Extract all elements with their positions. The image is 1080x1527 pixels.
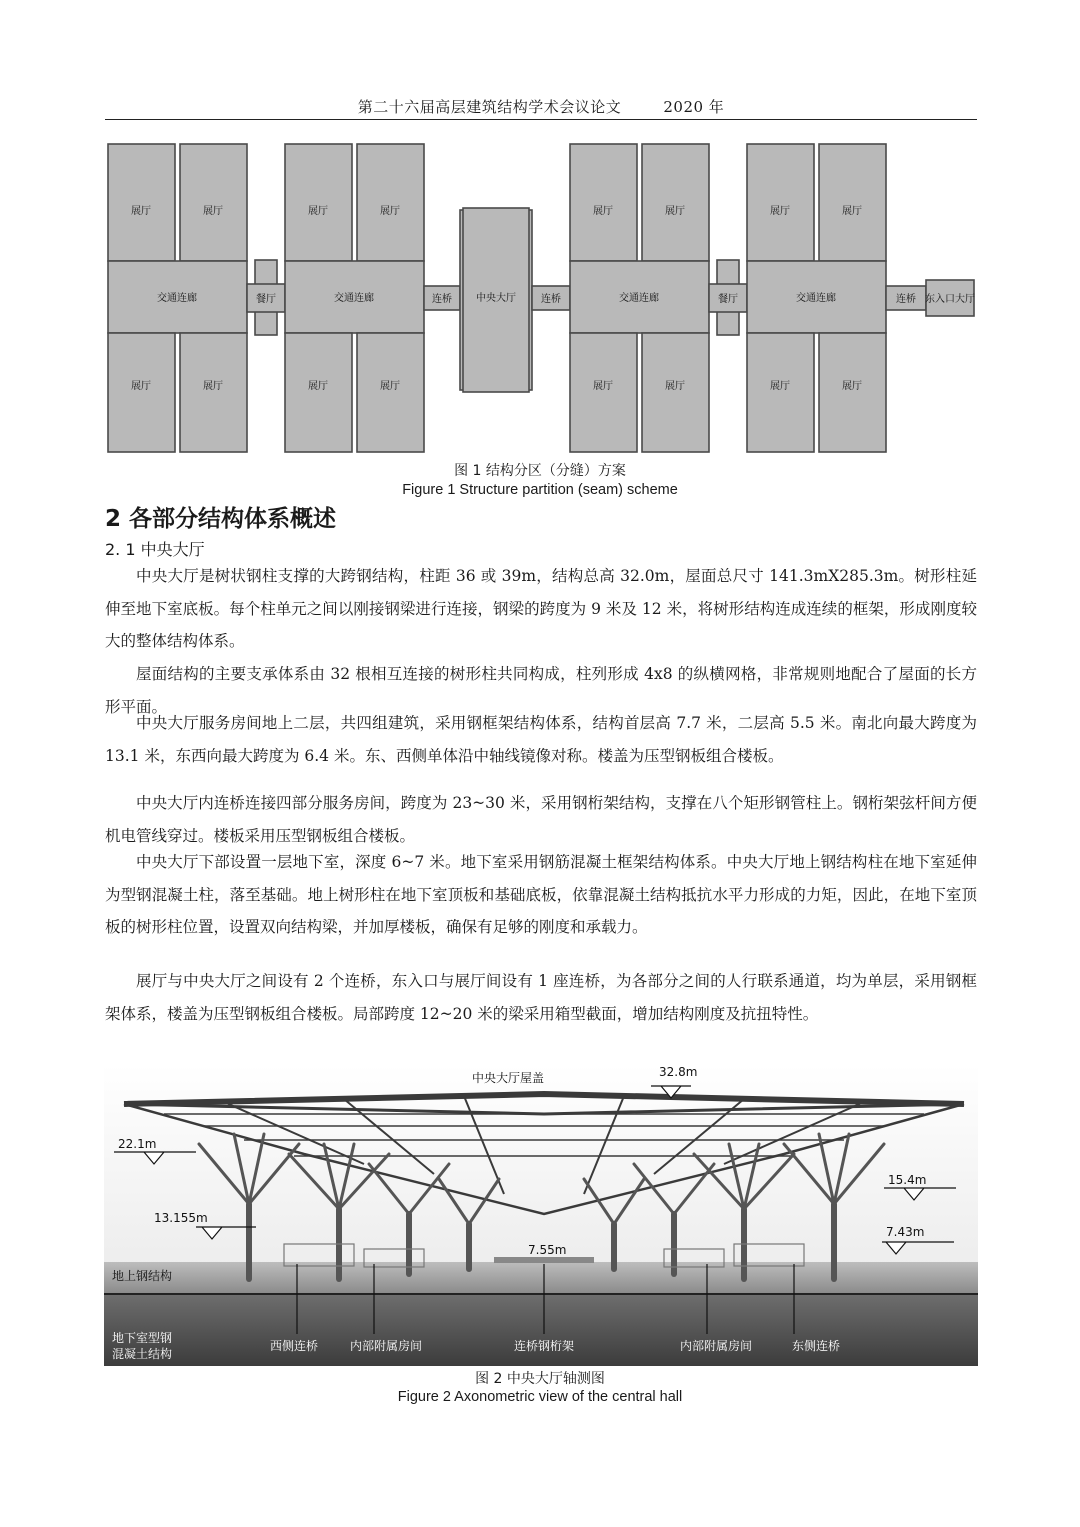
- exhibition-hall-block: [357, 144, 424, 261]
- label-basement-line2: 混凝土结构: [112, 1347, 173, 1361]
- running-header: [105, 96, 977, 117]
- zone-label: 连桥: [896, 294, 916, 305]
- zone-label: 展厅: [593, 206, 613, 217]
- label-basement-line1: 地下室型钢: [112, 1331, 173, 1345]
- ground-slab: [104, 1262, 978, 1294]
- figure-2-caption-cn: 图 2 中央大厅轴测图: [475, 1371, 605, 1387]
- exhibition-hall-block: [285, 144, 352, 261]
- header-rule: [105, 119, 977, 120]
- section-heading: 2 各部分结构体系概述: [105, 506, 337, 532]
- zone-label: 展厅: [665, 381, 685, 392]
- zone-label: 展厅: [770, 206, 790, 217]
- zone-label: 展厅: [380, 206, 400, 217]
- zone-label: 交通连廊: [334, 293, 374, 304]
- zone-label: 展厅: [131, 381, 151, 392]
- zone-label: 交通连廊: [796, 293, 836, 304]
- zone-label: 展厅: [665, 206, 685, 217]
- body-paragraph: 中央大厅下部设置一层地下室，深度 6~7 米。地下室采用钢筋混凝土框架结构体系。中央大厅地上钢结构柱在地下室延伸为型钢混凝土柱，落至基础。地上树形柱在地下室顶板和基础底板，依靠混凝土结构抵抗水平力形成的力矩，因此，在地下室顶板的树形柱位置，设置双向结构梁，并加厚楼板，确保有足够的刚度和承载力。: [105, 853, 977, 936]
- exhibition-hall-block: [747, 333, 814, 452]
- zone-label: 展厅: [842, 381, 862, 392]
- label-west-bridge: 西侧连桥: [269, 1339, 319, 1353]
- label-elev-mid: 7.55m: [528, 1243, 567, 1257]
- label-elev-left2: 13.155m: [154, 1211, 208, 1225]
- exhibition-hall-block: [570, 333, 637, 452]
- label-east-bridge: 东侧连桥: [791, 1339, 841, 1353]
- body-paragraph: 中央大厅服务房间地上二层，共四组建筑，采用钢框架结构体系，结构首层高 7.7 米，二层高 5.5 米。南北向最大跨度为 13.1 米，东西向最大跨度为 6.4 米。东、西侧单体沿中轴线镜像对称。楼盖为压型钢板组合楼板。: [105, 714, 977, 765]
- label-inner-room-left: 内部附属房间: [349, 1339, 423, 1353]
- label-above-ground: 地上钢结构: [112, 1269, 173, 1283]
- exhibition-hall-block: [180, 144, 247, 261]
- exhibition-hall-block: [642, 144, 709, 261]
- exhibition-hall-block: [108, 144, 175, 261]
- exhibition-hall-block: [747, 144, 814, 261]
- figure-2-caption-en: Figure 2 Axonometric view of the central hall: [397, 1389, 683, 1405]
- zone-label: 展厅: [308, 381, 328, 392]
- figure-1-caption-en: Figure 1 Structure partition (seam) scheme: [402, 482, 678, 498]
- zone-group-c: [570, 144, 709, 452]
- label-truss: 连桥钢桁架: [513, 1339, 575, 1353]
- zone-label: 餐厅: [718, 294, 738, 305]
- header-year: 2020 年: [663, 98, 725, 116]
- zone-label: 展厅: [380, 381, 400, 392]
- zone-label: 中央大厅: [476, 293, 516, 304]
- body-paragraph: 中央大厅内连桥连接四部分服务房间，跨度为 23~30 米，采用钢桁架结构，支撑在八个矩形钢管柱上。钢桁架弦杆间方便机电管线穿过。楼板采用压型钢板组合楼板。: [105, 794, 977, 845]
- zone-group-d: [747, 144, 886, 452]
- zone-label: 连桥: [432, 294, 452, 305]
- label-elev-right1: 15.4m: [888, 1173, 927, 1187]
- zone-label: 展厅: [770, 381, 790, 392]
- exhibition-hall-block: [570, 144, 637, 261]
- label-roof: 中央大厅屋盖: [471, 1071, 544, 1085]
- zone-group-a: [108, 144, 247, 452]
- zone-label: 交通连廊: [157, 293, 197, 304]
- exhibition-hall-block: [819, 333, 886, 452]
- figure-2-axonometric-view: [104, 1064, 978, 1366]
- label-elev-top: 32.8m: [659, 1065, 698, 1079]
- body-paragraph: 中央大厅是树状钢柱支撑的大跨钢结构，柱距 36 或 39m，结构总高 32.0m，屋面总尺寸 141.3mX285.3m。树形柱延伸至地下室底板。每个柱单元之间以刚接钢梁进行连接，钢梁的跨度为 9 米及 12 米，将树形结构连成连续的框架，形成刚度较大的整体结构体系。: [105, 567, 977, 650]
- zone-label: 展厅: [842, 206, 862, 217]
- body-paragraph: 展厅与中央大厅之间设有 2 个连桥，东入口与展厅间设有 1 座连桥，为各部分之间的人行联系通道，均为单层，采用钢框架体系，楼盖为压型钢板组合楼板。局部跨度 12~20 米的梁采用箱型截面，增加结构刚度及抗扭特性。: [105, 972, 977, 1023]
- zone-group-b: [285, 144, 424, 452]
- zone-label: 展厅: [203, 381, 223, 392]
- zone-label: 展厅: [593, 381, 613, 392]
- zone-label: 展厅: [203, 206, 223, 217]
- figure-1-partition-plan: [105, 140, 977, 455]
- label-elev-left1: 22.1m: [118, 1137, 157, 1151]
- exhibition-hall-block: [180, 333, 247, 452]
- zone-label: 东入口大厅: [925, 294, 975, 305]
- zone-label: 餐厅: [256, 294, 276, 305]
- label-inner-room-right: 内部附属房间: [679, 1339, 753, 1353]
- subsection-heading: 2. 1 中央大厅: [105, 540, 205, 559]
- basement-structure: [104, 1294, 978, 1366]
- zone-label: 展厅: [308, 206, 328, 217]
- figure-1-caption-cn: 图 1 结构分区（分缝）方案: [454, 463, 626, 479]
- exhibition-hall-block: [108, 333, 175, 452]
- exhibition-hall-block: [819, 144, 886, 261]
- bridge-truss: [494, 1257, 594, 1263]
- exhibition-hall-block: [357, 333, 424, 452]
- exhibition-hall-block: [642, 333, 709, 452]
- exhibition-hall-block: [285, 333, 352, 452]
- zone-label: 交通连廊: [619, 293, 659, 304]
- zone-label: 连桥: [541, 294, 561, 305]
- zone-label: 展厅: [131, 206, 151, 217]
- label-elev-right2: 7.43m: [886, 1225, 925, 1239]
- header-conference: 第二十六届高层建筑结构学术会议论文: [357, 98, 622, 116]
- body-paragraph: 屋面结构的主要支承体系由 32 根相互连接的树形柱共同构成，柱列形成 4x8 的纵横网格，非常规则地配合了屋面的长方形平面。: [105, 665, 977, 716]
